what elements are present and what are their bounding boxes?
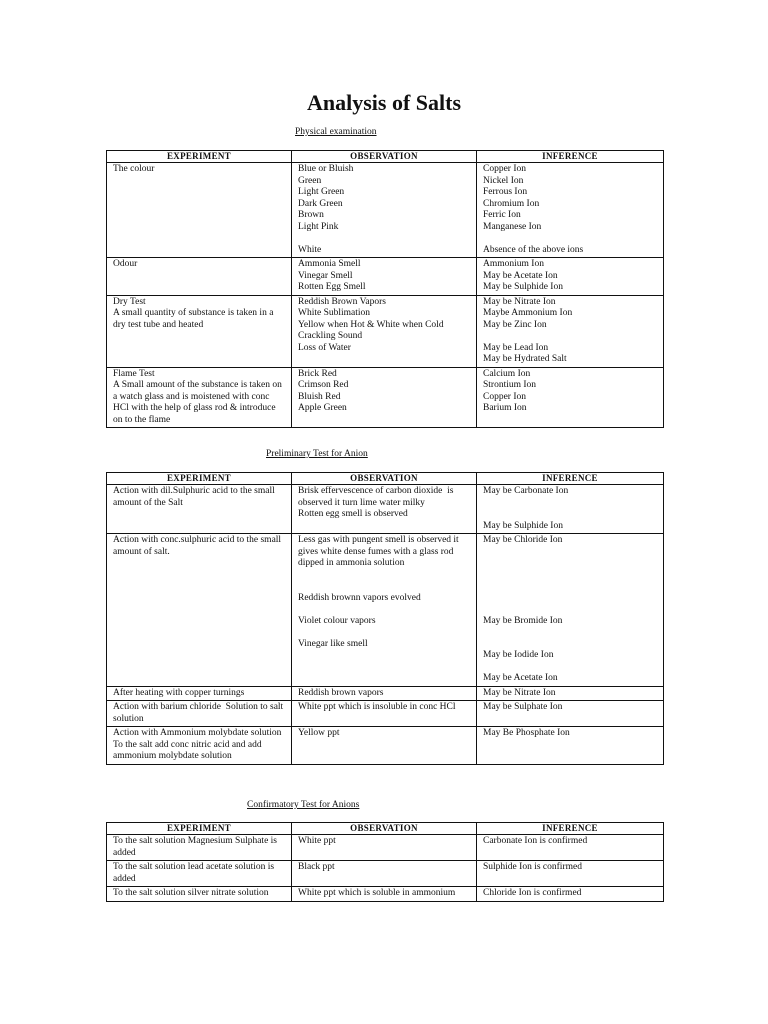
observation-text [298, 233, 470, 245]
observation-text: Crimson Red [298, 380, 349, 390]
observation-text: Reddish brownn vapors evolved [298, 592, 421, 603]
inference-text [483, 547, 657, 559]
experiment-text: To the salt solution lead acetate solution is added [113, 862, 277, 884]
inference-text: Carbonate Ion is confirmed [483, 836, 588, 846]
observation-text: Less gas with pungent smell is observed it gives white dense fumes with a glass rod dipped in ammonia solution [298, 535, 462, 568]
inference-text: May be Iodide Ion [483, 650, 554, 660]
observation-cell [292, 534, 477, 687]
inference-cell [477, 861, 664, 887]
observation-cell [292, 163, 477, 258]
inference-cell [477, 835, 664, 861]
observation-text: Vinegar like smell [298, 638, 368, 649]
page-title: Analysis of Salts [306, 90, 462, 115]
table-row [107, 861, 664, 887]
experiment-text: Action with dil.Sulphuric acid to the small amount of the Salt [113, 486, 278, 508]
inference-text [483, 558, 657, 570]
observation-text: Brisk effervescence of carbon dioxide is observed it turn lime water milky [298, 486, 456, 508]
inference-text: May be Carbonate Ion [483, 486, 569, 496]
inference-text: Ammonium Ion [483, 259, 544, 269]
inference-text [483, 662, 657, 674]
inference-text: May be Zinc Ion [483, 319, 547, 330]
experiment-cell [107, 686, 292, 701]
table-header-row [107, 823, 664, 835]
observation-text: Ammonia Smell [298, 259, 361, 269]
header-observation: OBSERVATION [292, 473, 477, 485]
table-row [107, 485, 664, 534]
inference-cell [477, 163, 664, 258]
inference-text: Nickel Ion [483, 175, 524, 186]
experiment-cell [107, 861, 292, 887]
table-row [107, 701, 664, 727]
experiment-text: Flame Test [113, 368, 155, 379]
table-physical-examination [106, 150, 664, 428]
observation-text: White Sublimation [298, 308, 371, 318]
header-observation: OBSERVATION [292, 151, 477, 163]
table-row [107, 887, 664, 902]
inference-text: Chromium Ion [483, 198, 540, 209]
inference-text: Absence of the above ions [483, 244, 584, 255]
observation-text: Rotten egg smell is observed [298, 509, 408, 519]
inference-text: May be Sulphide Ion [483, 282, 563, 292]
experiment-cell [107, 727, 292, 765]
observation-text: Loss of Water [298, 342, 351, 353]
table-row [107, 686, 664, 701]
observation-text: Vinegar Smell [298, 270, 353, 281]
experiment-text: The colour [113, 164, 155, 174]
inference-text [483, 570, 657, 582]
experiment-text: Action with conc.sulphuric acid to the small amount of salt. [113, 535, 284, 557]
observation-text: Crackling Sound [298, 331, 363, 341]
inference-cell [477, 367, 664, 428]
observation-cell [292, 701, 477, 727]
observation-text: Brick Red [298, 368, 337, 379]
experiment-cell [107, 701, 292, 727]
observation-text: Black ppt [298, 862, 335, 872]
observation-cell [292, 367, 477, 428]
observation-text [298, 604, 470, 616]
header-experiment: EXPERIMENT [107, 823, 292, 835]
observation-text: White ppt [298, 836, 336, 846]
header-inference: INFERENCE [477, 473, 664, 485]
observation-text: White [298, 244, 322, 255]
observation-cell [292, 295, 477, 367]
header-experiment: EXPERIMENT [107, 473, 292, 485]
table-preliminary-anion [106, 472, 664, 765]
observation-text [298, 570, 470, 582]
observation-text [298, 627, 470, 639]
observation-text: Reddish brown vapors [298, 687, 384, 698]
inference-text: May be Acetate Ion [483, 270, 558, 281]
inference-cell [477, 887, 664, 902]
observation-text: Bluish Red [298, 391, 341, 402]
observation-text: Reddish Brown Vapors [298, 296, 386, 307]
table-row [107, 295, 664, 367]
observation-cell [292, 485, 477, 534]
observation-text: Green [298, 175, 322, 186]
inference-text: Barium Ion [483, 403, 527, 413]
inference-text: May be Nitrate Ion [483, 687, 556, 698]
inference-cell [477, 485, 664, 534]
inference-text: May be Hydrated Salt [483, 354, 567, 364]
experiment-cell [107, 835, 292, 861]
observation-text: Violet colour vapors [298, 615, 376, 626]
inference-text: May be Sulphide Ion [483, 520, 563, 531]
experiment-text: Dry Test [113, 296, 146, 307]
experiment-cell [107, 258, 292, 296]
table-row [107, 163, 664, 258]
experiment-text: Action with Ammonium molybdate solution [113, 728, 282, 738]
header-observation: OBSERVATION [292, 823, 477, 835]
observation-text: White ppt which is insoluble in conc HCl [298, 702, 456, 712]
observation-cell [292, 727, 477, 765]
inference-cell [477, 727, 664, 765]
experiment-text: Odour [113, 259, 138, 269]
inference-text: May Be Phosphate Ion [483, 728, 570, 738]
inference-cell [477, 686, 664, 701]
experiment-cell [107, 295, 292, 367]
experiment-text: A small quantity of substance is taken in a dry test tube and heated [113, 308, 276, 330]
experiment-text: A Small amount of the substance is taken on a watch glass and is moistened with conc HCl with the help of glass rod & introduce on to the flame [113, 380, 285, 425]
inference-cell [477, 701, 664, 727]
inference-text [483, 498, 657, 510]
table-confirmatory-anions [106, 822, 664, 902]
observation-cell [292, 887, 477, 902]
observation-cell [292, 861, 477, 887]
table-header-row [107, 151, 664, 163]
inference-text [483, 581, 657, 593]
inference-text: Sulphide Ion is confirmed [483, 862, 582, 872]
header-inference: INFERENCE [477, 151, 664, 163]
observation-text: Blue or Bluish [298, 164, 354, 174]
inference-cell [477, 258, 664, 296]
table-row [107, 258, 664, 296]
inference-text [483, 627, 657, 639]
table-row [107, 835, 664, 861]
inference-text [483, 604, 657, 616]
inference-text [483, 639, 657, 651]
inference-text: May be Bromide Ion [483, 615, 563, 626]
inference-cell [477, 295, 664, 367]
inference-text [483, 509, 657, 521]
experiment-text: To the salt add conc nitric acid and add ammonium molybdate solution [113, 739, 265, 761]
observation-text: Dark Green [298, 198, 343, 209]
experiment-cell [107, 367, 292, 428]
observation-text [298, 581, 470, 593]
header-inference: INFERENCE [477, 823, 664, 835]
experiment-text: Action with barium chloride Solution to salt solution [113, 702, 286, 724]
inference-text: Chloride Ion is confirmed [483, 888, 582, 898]
inference-cell [477, 534, 664, 687]
observation-cell [292, 835, 477, 861]
experiment-text: To the salt solution silver nitrate solution [113, 888, 269, 898]
observation-text: White ppt which is soluble in ammonium [298, 888, 456, 898]
inference-text: Strontium Ion [483, 380, 537, 390]
observation-text: Rotten Egg Smell [298, 282, 366, 292]
section-label-physical: Physical examination [295, 127, 377, 137]
observation-text: Yellow when Hot & White when Cold [298, 319, 444, 330]
inference-text: Maybe Ammonium Ion [483, 308, 573, 318]
inference-text: May be Sulphate Ion [483, 702, 563, 712]
observation-text: Yellow ppt [298, 728, 340, 738]
observation-text: Light Green [298, 187, 345, 197]
inference-text: Manganese Ion [483, 221, 542, 232]
observation-cell [292, 258, 477, 296]
inference-text: May be Acetate Ion [483, 673, 558, 683]
inference-text: Ferrous Ion [483, 187, 528, 197]
inference-text [483, 233, 657, 245]
inference-text: May be Chloride Ion [483, 535, 563, 545]
table-row [107, 367, 664, 428]
observation-text: Brown [298, 210, 324, 220]
table-row [107, 534, 664, 687]
observation-text: Light Pink [298, 221, 339, 232]
experiment-cell [107, 163, 292, 258]
inference-text: Ferric Ion [483, 210, 521, 220]
observation-cell [292, 686, 477, 701]
inference-text: Calcium Ion [483, 368, 531, 379]
inference-text: May be Nitrate Ion [483, 296, 556, 307]
experiment-cell [107, 534, 292, 687]
experiment-cell [107, 887, 292, 902]
inference-text: May be Lead Ion [483, 342, 549, 353]
inference-text: Copper Ion [483, 391, 527, 402]
section-label-confirmatory: Confirmatory Test for Anions [247, 800, 360, 810]
header-experiment: EXPERIMENT [107, 151, 292, 163]
inference-text: Copper Ion [483, 164, 527, 174]
table-row [107, 727, 664, 765]
observation-text: Apple Green [298, 403, 347, 413]
inference-text [483, 593, 657, 605]
experiment-text: To the salt solution Magnesium Sulphate is added [113, 836, 280, 858]
experiment-text: After heating with copper turnings [113, 687, 245, 698]
section-label-preliminary: Preliminary Test for Anion [266, 449, 368, 459]
inference-text [483, 331, 657, 343]
table-header-row [107, 473, 664, 485]
experiment-cell [107, 485, 292, 534]
